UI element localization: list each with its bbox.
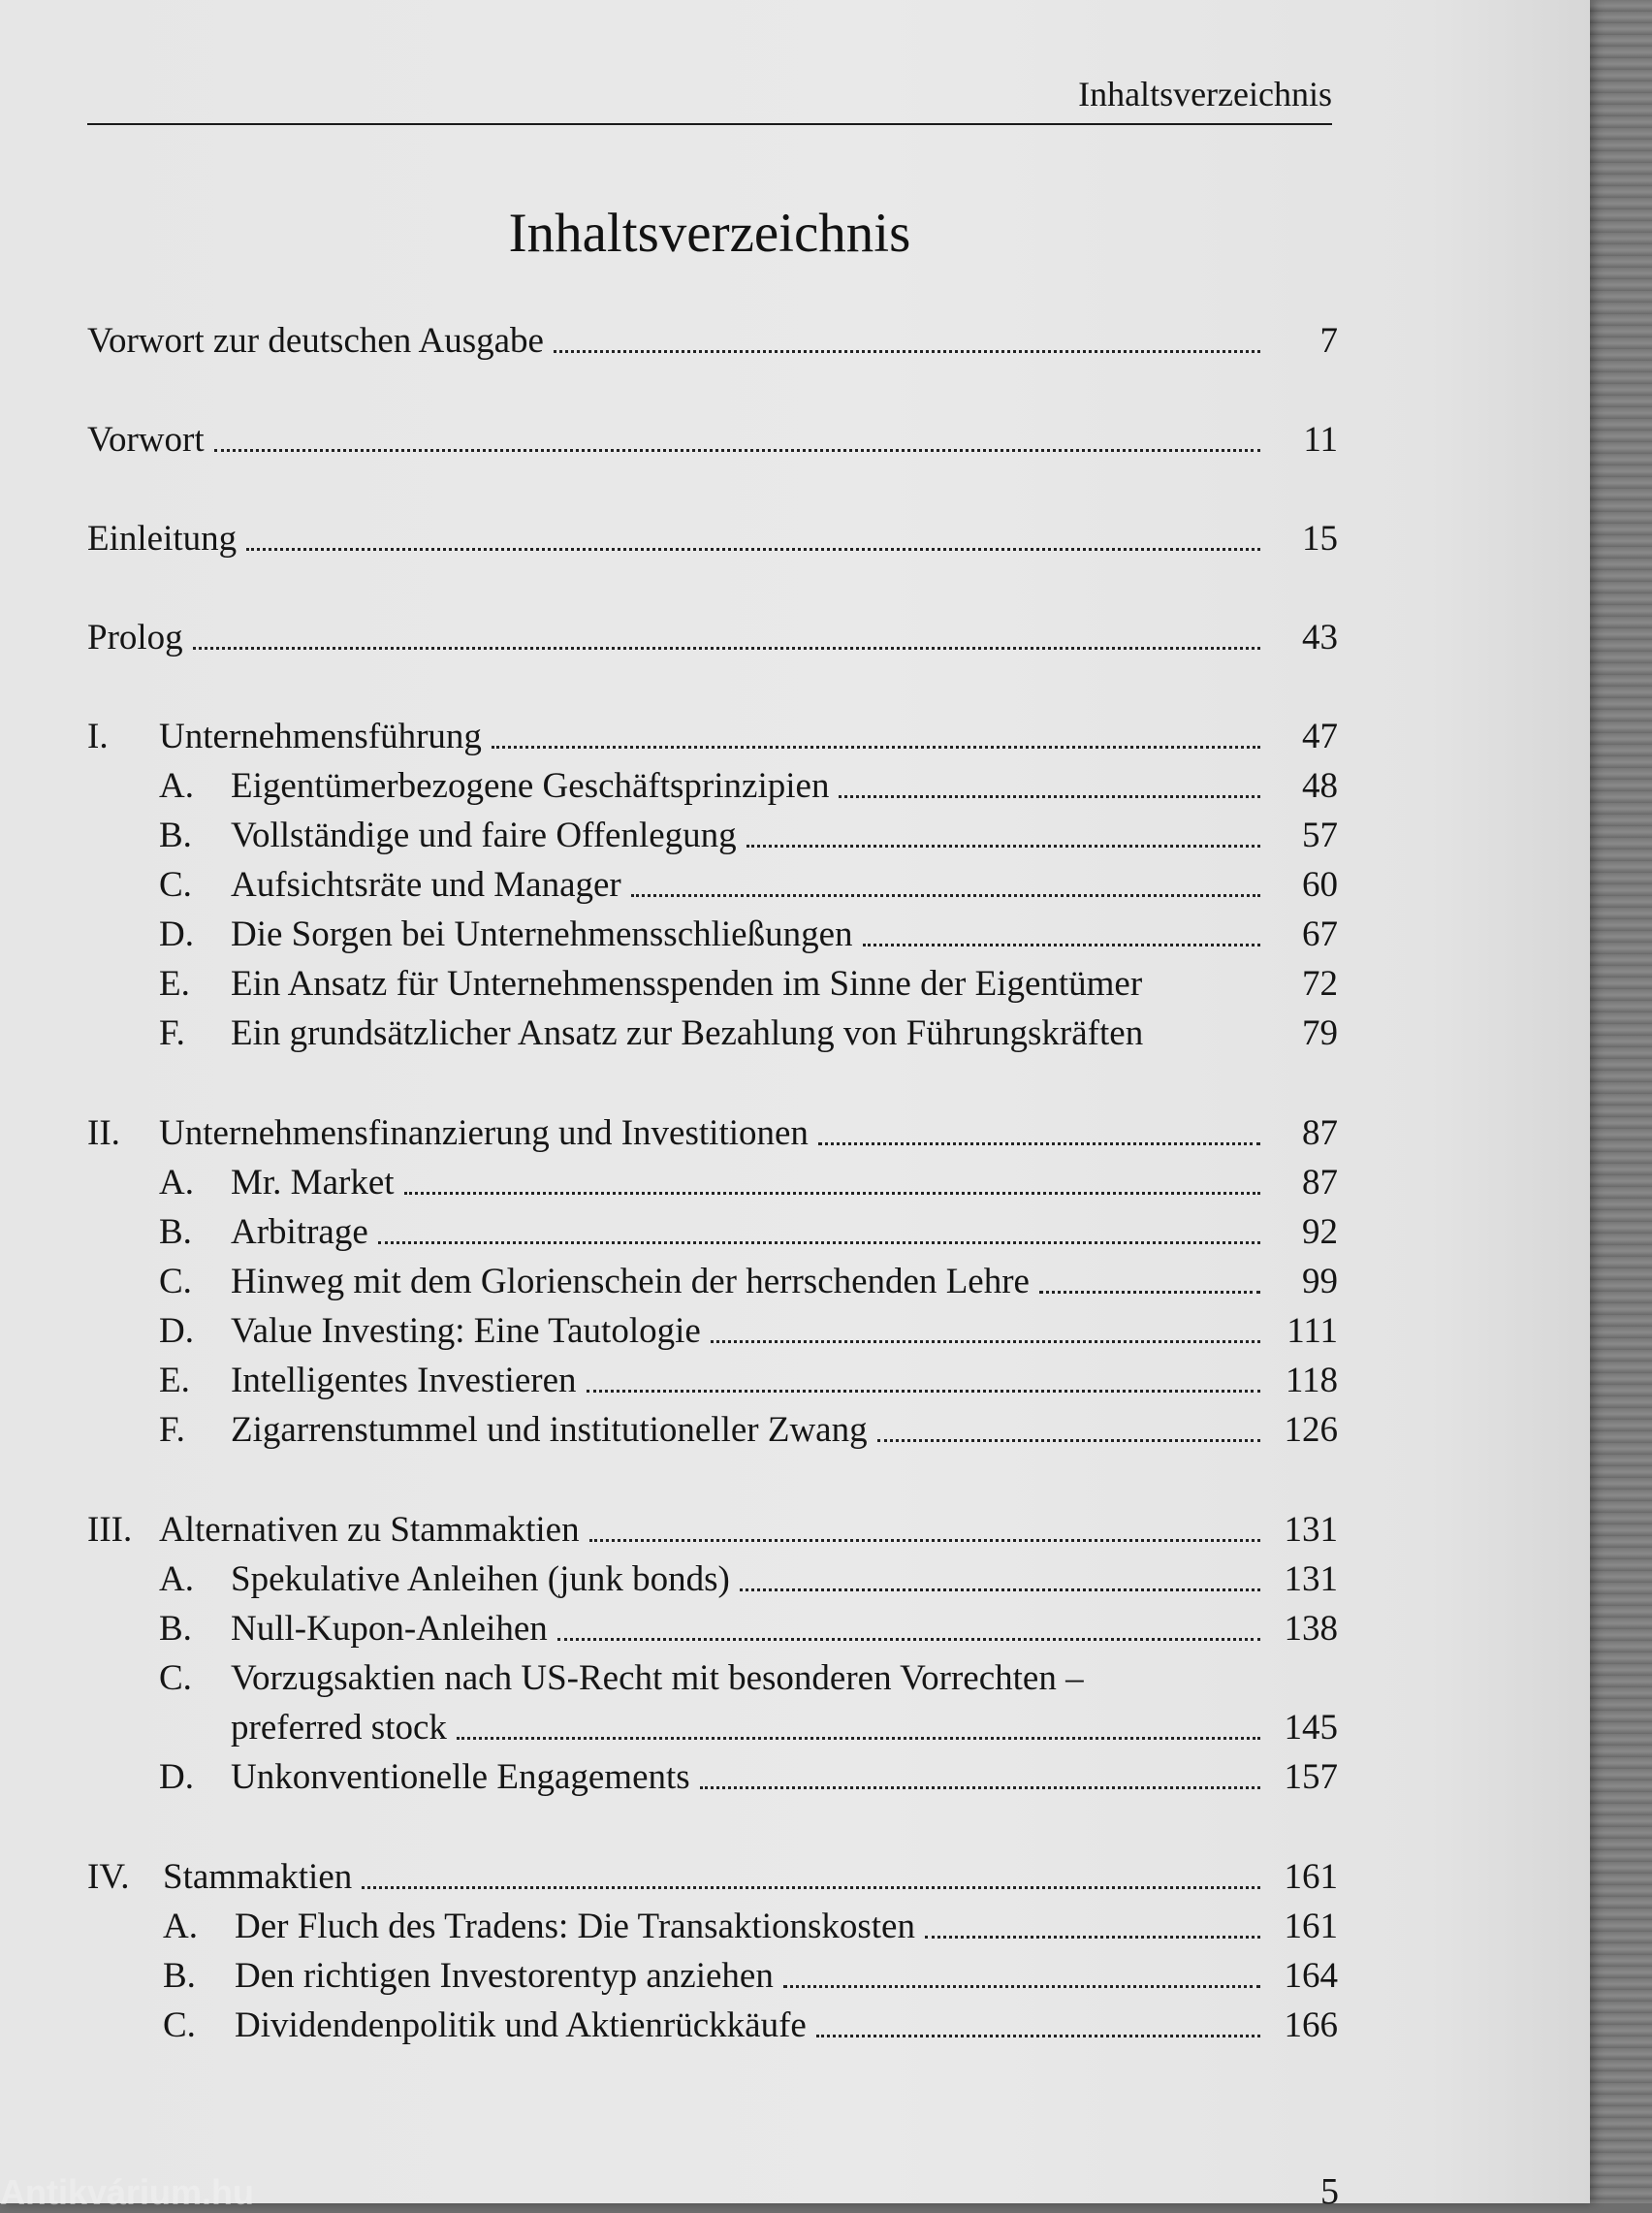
- section-page: 166: [1284, 2005, 1338, 2045]
- toc-section: [87, 1653, 1338, 1704]
- section-letter: A.: [159, 1163, 194, 1203]
- section-title: Spekulative Anleihen (junk bonds): [231, 1559, 730, 1599]
- dot-leader: [877, 1438, 1260, 1442]
- section-title: Den richtigen Investorentyp anziehen: [235, 1956, 774, 1996]
- toc-section: [87, 1902, 1338, 1952]
- watermark-text: Antikvárium.hu: [0, 2172, 255, 2212]
- toc-entry-page: 7: [1319, 321, 1338, 361]
- section-title: Zigarrenstummel und institutioneller Zwang: [231, 1410, 868, 1450]
- toc-entry-prolog: [87, 613, 1338, 663]
- toc-chapter-2: [87, 1108, 1338, 1159]
- toc-section: [87, 1752, 1338, 1803]
- page-number: 5: [1320, 2171, 1339, 2212]
- section-letter: D.: [159, 1757, 194, 1797]
- running-head: Inhaltsverzeichnis: [1078, 75, 1332, 113]
- section-letter: B.: [159, 1212, 192, 1252]
- toc-section: [87, 1405, 1338, 1456]
- section-letter: F.: [159, 1013, 185, 1053]
- toc-section: [87, 1356, 1338, 1406]
- section-letter: A.: [159, 1559, 194, 1599]
- dot-leader: [711, 1339, 1260, 1343]
- section-title: Value Investing: Eine Tautologie: [231, 1311, 701, 1351]
- toc-entry-page: 43: [1302, 618, 1338, 657]
- chapter-number: III.: [87, 1510, 133, 1550]
- section-title: Der Fluch des Tradens: Die Transaktionskosten: [235, 1907, 915, 1946]
- toc-section: [87, 1604, 1338, 1654]
- chapter-title: Unternehmensführung: [159, 717, 482, 756]
- section-page: 145: [1284, 1708, 1338, 1748]
- toc-entry-page: 15: [1302, 519, 1338, 559]
- dot-leader: [554, 349, 1260, 353]
- section-page: 126: [1284, 1410, 1338, 1450]
- page-title: Inhaltsverzeichnis: [508, 203, 911, 264]
- section-page: 138: [1284, 1609, 1338, 1649]
- dot-leader: [700, 1785, 1260, 1789]
- section-page: 92: [1302, 1212, 1338, 1252]
- section-letter: F.: [159, 1410, 185, 1450]
- section-page: 161: [1284, 1907, 1338, 1946]
- toc-entry-title: Vorwort zur deutschen Ausgabe: [87, 321, 544, 361]
- chapter-title: Unternehmensfinanzierung und Investitionen: [159, 1113, 809, 1153]
- dot-leader: [1039, 1290, 1260, 1294]
- section-letter: E.: [159, 964, 190, 1004]
- section-letter: C.: [163, 2005, 196, 2045]
- chapter-page: 47: [1302, 717, 1338, 756]
- dot-leader: [839, 794, 1260, 798]
- toc-section: [87, 910, 1338, 960]
- section-page: 118: [1285, 1361, 1338, 1400]
- section-letter: A.: [159, 766, 194, 806]
- dot-leader: [747, 844, 1260, 848]
- dot-leader: [740, 1588, 1260, 1591]
- section-letter: C.: [159, 865, 192, 905]
- section-title: Ein grundsätzlicher Ansatz zur Bezahlung von Führungskräften: [231, 1013, 1144, 1053]
- section-title: Vollständige und faire Offenlegung: [231, 816, 737, 855]
- section-letter: B.: [163, 1956, 196, 1996]
- toc-section: [87, 1306, 1338, 1357]
- section-page: 157: [1284, 1757, 1338, 1797]
- toc-entry-title: Prolog: [87, 618, 183, 657]
- chapter-title: Alternativen zu Stammaktien: [159, 1510, 580, 1550]
- section-page: 164: [1284, 1956, 1338, 1996]
- dot-leader: [362, 1885, 1260, 1889]
- section-page: 72: [1302, 964, 1338, 1004]
- toc-section: [87, 1555, 1338, 1605]
- section-title: Intelligentes Investieren: [231, 1361, 577, 1400]
- dot-leader: [1153, 1044, 1260, 1045]
- toc-section: [87, 860, 1338, 911]
- dot-leader: [404, 1191, 1260, 1195]
- section-title: Arbitrage: [231, 1212, 368, 1252]
- section-letter: E.: [159, 1361, 190, 1400]
- chapter-title: Stammaktien: [163, 1857, 353, 1897]
- toc-entry-title: Vorwort: [87, 420, 205, 460]
- toc-section: [87, 1009, 1338, 1059]
- section-title: Ein Ansatz für Unternehmensspenden im Sinne der Eigentümer: [231, 964, 1143, 1004]
- dot-leader: [587, 1389, 1260, 1393]
- section-letter: B.: [159, 816, 192, 855]
- section-title: Dividendenpolitik und Aktienrückkäufe: [235, 2005, 807, 2045]
- section-page: 87: [1302, 1163, 1338, 1203]
- dot-leader: [589, 1538, 1260, 1542]
- dot-leader: [246, 547, 1260, 551]
- toc-entry-title: Einleitung: [87, 519, 238, 559]
- toc-chapter-1: [87, 712, 1338, 762]
- section-title: Unkonventionelle Engagements: [231, 1757, 690, 1797]
- section-page: 48: [1302, 766, 1338, 806]
- toc-entry-einleitung: [87, 514, 1338, 564]
- section-title: Eigentümerbezogene Geschäftsprinzipien: [231, 766, 830, 806]
- dot-leader: [492, 745, 1260, 749]
- section-page: 57: [1302, 816, 1338, 855]
- section-title: Mr. Market: [231, 1163, 395, 1203]
- toc-section: [87, 2001, 1338, 2051]
- toc-entry-vorwort: [87, 415, 1338, 465]
- dot-leader: [1094, 1689, 1260, 1690]
- section-page: 79: [1302, 1013, 1338, 1053]
- dot-leader: [631, 893, 1260, 897]
- toc-section: [87, 761, 1338, 812]
- toc-section: [87, 811, 1338, 861]
- table-of-contents: [87, 0, 1338, 2203]
- section-page: 67: [1302, 914, 1338, 954]
- dot-leader: [783, 1984, 1260, 1988]
- chapter-number: II.: [87, 1113, 120, 1153]
- section-title: Hinweg mit dem Glorienschein der herrschenden Lehre: [231, 1262, 1030, 1301]
- section-page: 99: [1302, 1262, 1338, 1301]
- dot-leader: [457, 1736, 1260, 1740]
- section-letter: C.: [159, 1262, 192, 1301]
- toc-chapter-3: [87, 1505, 1338, 1556]
- toc-section: [87, 959, 1338, 1010]
- section-page: 111: [1287, 1311, 1338, 1351]
- dot-leader: [818, 1141, 1260, 1145]
- toc-section: [87, 1951, 1338, 2002]
- section-page: 131: [1284, 1559, 1338, 1599]
- toc-section: [87, 1257, 1338, 1307]
- dot-leader: [557, 1637, 1260, 1641]
- section-title: Die Sorgen bei Unternehmensschließungen: [231, 914, 853, 954]
- toc-entry-vorwort-deutsch: [87, 316, 1338, 367]
- section-letter: C.: [159, 1658, 192, 1698]
- section-title: Null-Kupon-Anleihen: [231, 1609, 548, 1649]
- section-page: 60: [1302, 865, 1338, 905]
- chapter-number: I.: [87, 717, 109, 756]
- toc-chapter-4: [87, 1852, 1338, 1903]
- chapter-number: IV.: [87, 1857, 130, 1897]
- dot-leader: [1152, 995, 1260, 996]
- toc-section: [87, 1207, 1338, 1258]
- dot-leader: [193, 646, 1260, 650]
- chapter-page: 131: [1284, 1510, 1338, 1550]
- toc-entry-page: 11: [1303, 420, 1338, 460]
- toc-section: [87, 1158, 1338, 1208]
- dot-leader: [378, 1240, 1260, 1244]
- section-letter: A.: [163, 1907, 198, 1946]
- dot-leader: [214, 448, 1260, 452]
- section-title: Aufsichtsräte und Manager: [231, 865, 621, 905]
- toc-section-continuation: [87, 1703, 1338, 1753]
- chapter-page: 87: [1302, 1113, 1338, 1153]
- section-letter: D.: [159, 1311, 194, 1351]
- dot-leader: [863, 943, 1260, 946]
- dot-leader: [925, 1935, 1260, 1939]
- dot-leader: [816, 2034, 1260, 2037]
- section-letter: B.: [159, 1609, 192, 1649]
- section-title: Vorzugsaktien nach US-Recht mit besonderen Vorrechten –: [231, 1658, 1084, 1698]
- chapter-page: 161: [1284, 1857, 1338, 1897]
- section-title-continuation: preferred stock: [231, 1708, 447, 1748]
- section-letter: D.: [159, 914, 194, 954]
